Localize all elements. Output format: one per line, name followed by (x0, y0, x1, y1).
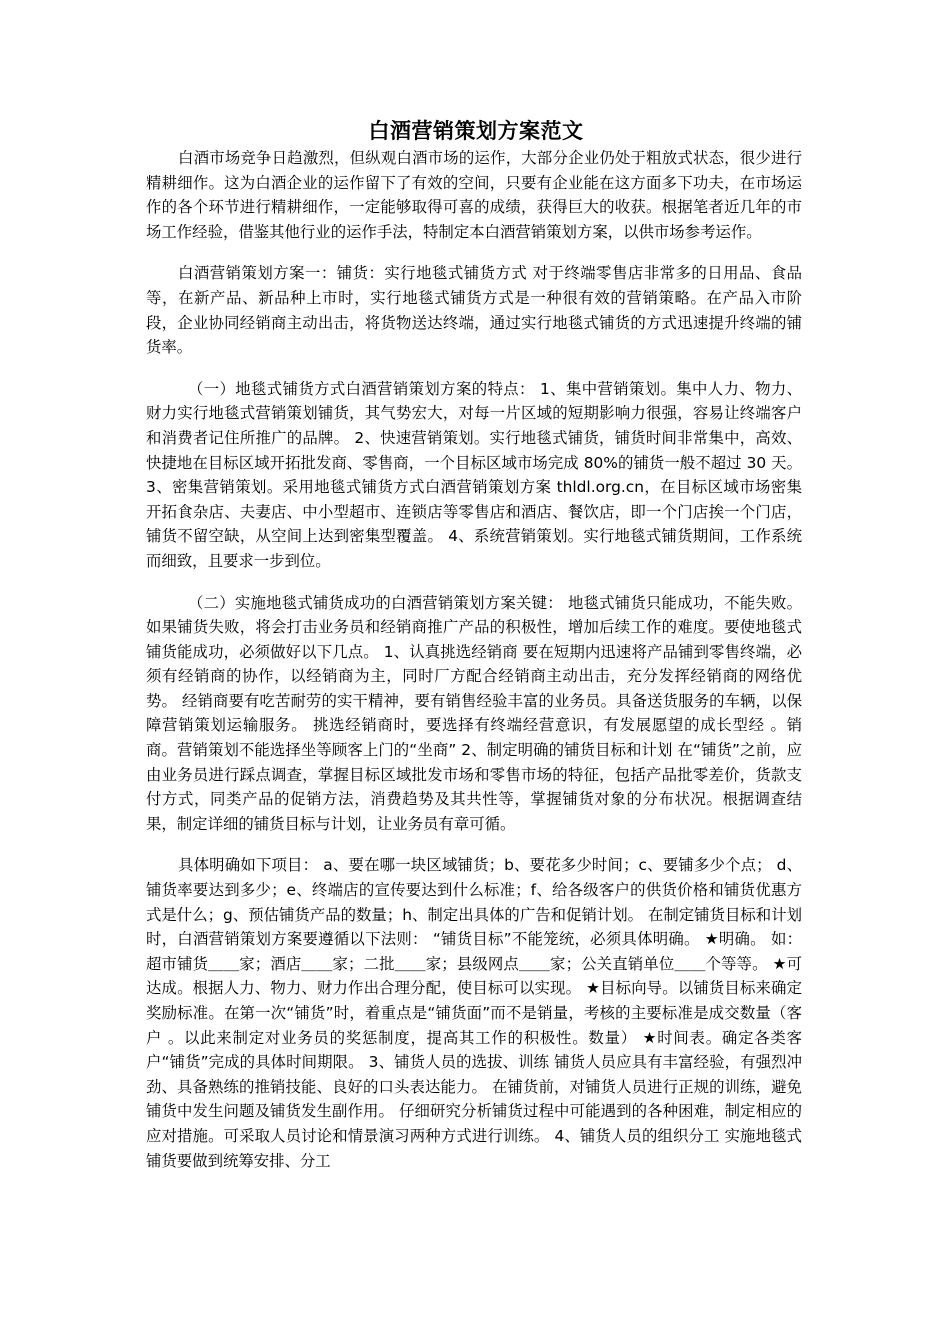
document-page (146, 116, 802, 1190)
paragraph-plan-one: 白酒营销策划方案一：铺货：实行地毯式铺货方式 对于终端零售店非常多的日用品、食品等，在新产品、新品种上市时，实行地毯式铺货方式是一种很有效的营销策略。在产品入市阶段，企业协同经销商主动出击，将货物送达终端，通过实行地毯式铺货的方式迅速提升终端的铺货率。 (146, 264, 802, 357)
paragraph-key-points: （二）实施地毯式铺货成功的白酒营销策划方案关键： 地毯式铺货只能成功，不能失败。如果铺货失败，将会打击业务员和经销商推广产品的积极性，增加后续工作的难度。要使地毯式铺货能成功，必须做好以下几点。 1、认真挑选经销商 要在短期内迅速将产品铺到零售终端，必须有经销商的协作，以经销商为主，同时厂方配合经销商主动出击，充分发挥经销商的网络优势。 经销商要有吃苦耐劳的实干精神，要有销售经验丰富的业务员。具备送货服务的车辆，以保障营销策划运输服务。 挑选经销商时，要选择有终端经营意识，有发展愿望的成长型经 。销商。营销策划不能选择坐等顾客上门的“坐商” 2、制定明确的铺货目标和计划 在“铺货”之前，应由业务员进行踩点调查，掌握目标区域批发市场和零售市场的特征，包括产品批零差价，货款支付方式，同类产品的促销方法，消费趋势及其共性等，掌握铺货对象的分布状况。根据调查结果，制定详细的铺货目标与计划，让业务员有章可循。 (146, 593, 802, 833)
paragraph-specific-items: 具体明确如下项目： a、要在哪一块区域铺货；b、要花多少时间；c、要铺多少个点； d、铺货率要达到多少；e、终端店的宣传要达到什么标准；f、给各级客户的供货价格和铺货优惠方式是什么；g、预估铺货产品的数量；h、制定出具体的广告和促销计划。 在制定铺货目标和计划时，白酒营销策划方案要遵循以下法则： “铺货目标”不能笼统，必须具体明确。 ★明确。 如：超市铺货＿＿家；酒店＿＿家；二批＿＿家；县级网点＿＿家；公关直销单位＿＿个等等。 ★可达成。根据人力、物力、财力作出合理分配，使目标可以实现。 ★目标向导。以铺货目标来确定奖励标准。在第一次“铺货”时，着重点是“铺货面”而不是销量，考核的主要标准是成交数量（客户 。以此来制定对业务员的奖惩制度，提高其工作的积极性。数量） ★时间表。确定各类客户“铺货”完成的具体时间期限。 3、铺货人员的选拔、训练 铺货人员应具有丰富经验，有强烈冲劲、具备熟练的推销技能、良好的口头表达能力。 在铺货前，对铺货人员进行正规的训练，避免铺货中发生问题及铺货发生副作用。 仔细研究分析铺货过程中可能遇到的各种困难，制定相应的应对措施。可采取人员讨论和情景演习两种方式进行训练。 4、铺货人员的组织分工 实施地毯式铺货要做到统筹安排、分工 (146, 856, 802, 1170)
paragraph-features: （一）地毯式铺货方式白酒营销策划方案的特点： 1、集中营销策划。集中人力、物力、财力实行地毯式营销策划铺货，其气势宏大，对每一片区域的短期影响力很强，容易让终端客户和消费者记住所推广的品牌。 2、快速营销策划。实行地毯式铺货，铺货时间非常集中，高效、快捷地在目标区域开拓批发商、零售商，一个目标区域市场完成 80%的铺货一般不超过 30 天。 3、密集营销策划。采用地毯式铺货方式白酒营销策划方案 thldl.org.cn，在目标区域市场密集开拓食杂店、夫妻店、中小型超市、连锁店等零售店和酒店、餐饮店，即一个门店挨一个门店，铺货不留空缺，从空间上达到密集型覆盖。 4、系统营销策划。实行地毯式铺货期间，工作系统而细致，且要求一步到位。 (146, 379, 802, 570)
document-title: 白酒营销策划方案范文 (368, 119, 584, 143)
paragraph-intro: 白酒市场竞争日趋激烈，但纵观白酒市场的运作，大部分企业仍处于粗放式状态，很少进行精耕细作。这为白酒企业的运作留下了有效的空间，只要有企业能在这方面多下功夫，在市场运作的各个环节进行精耕细作，一定能够取得可喜的成绩，获得巨大的收获。根据笔者近几年的市场工作经验，借鉴其他行业的运作手法，特制定本白酒营销策划方案，以供市场参考运作。 (146, 149, 802, 241)
